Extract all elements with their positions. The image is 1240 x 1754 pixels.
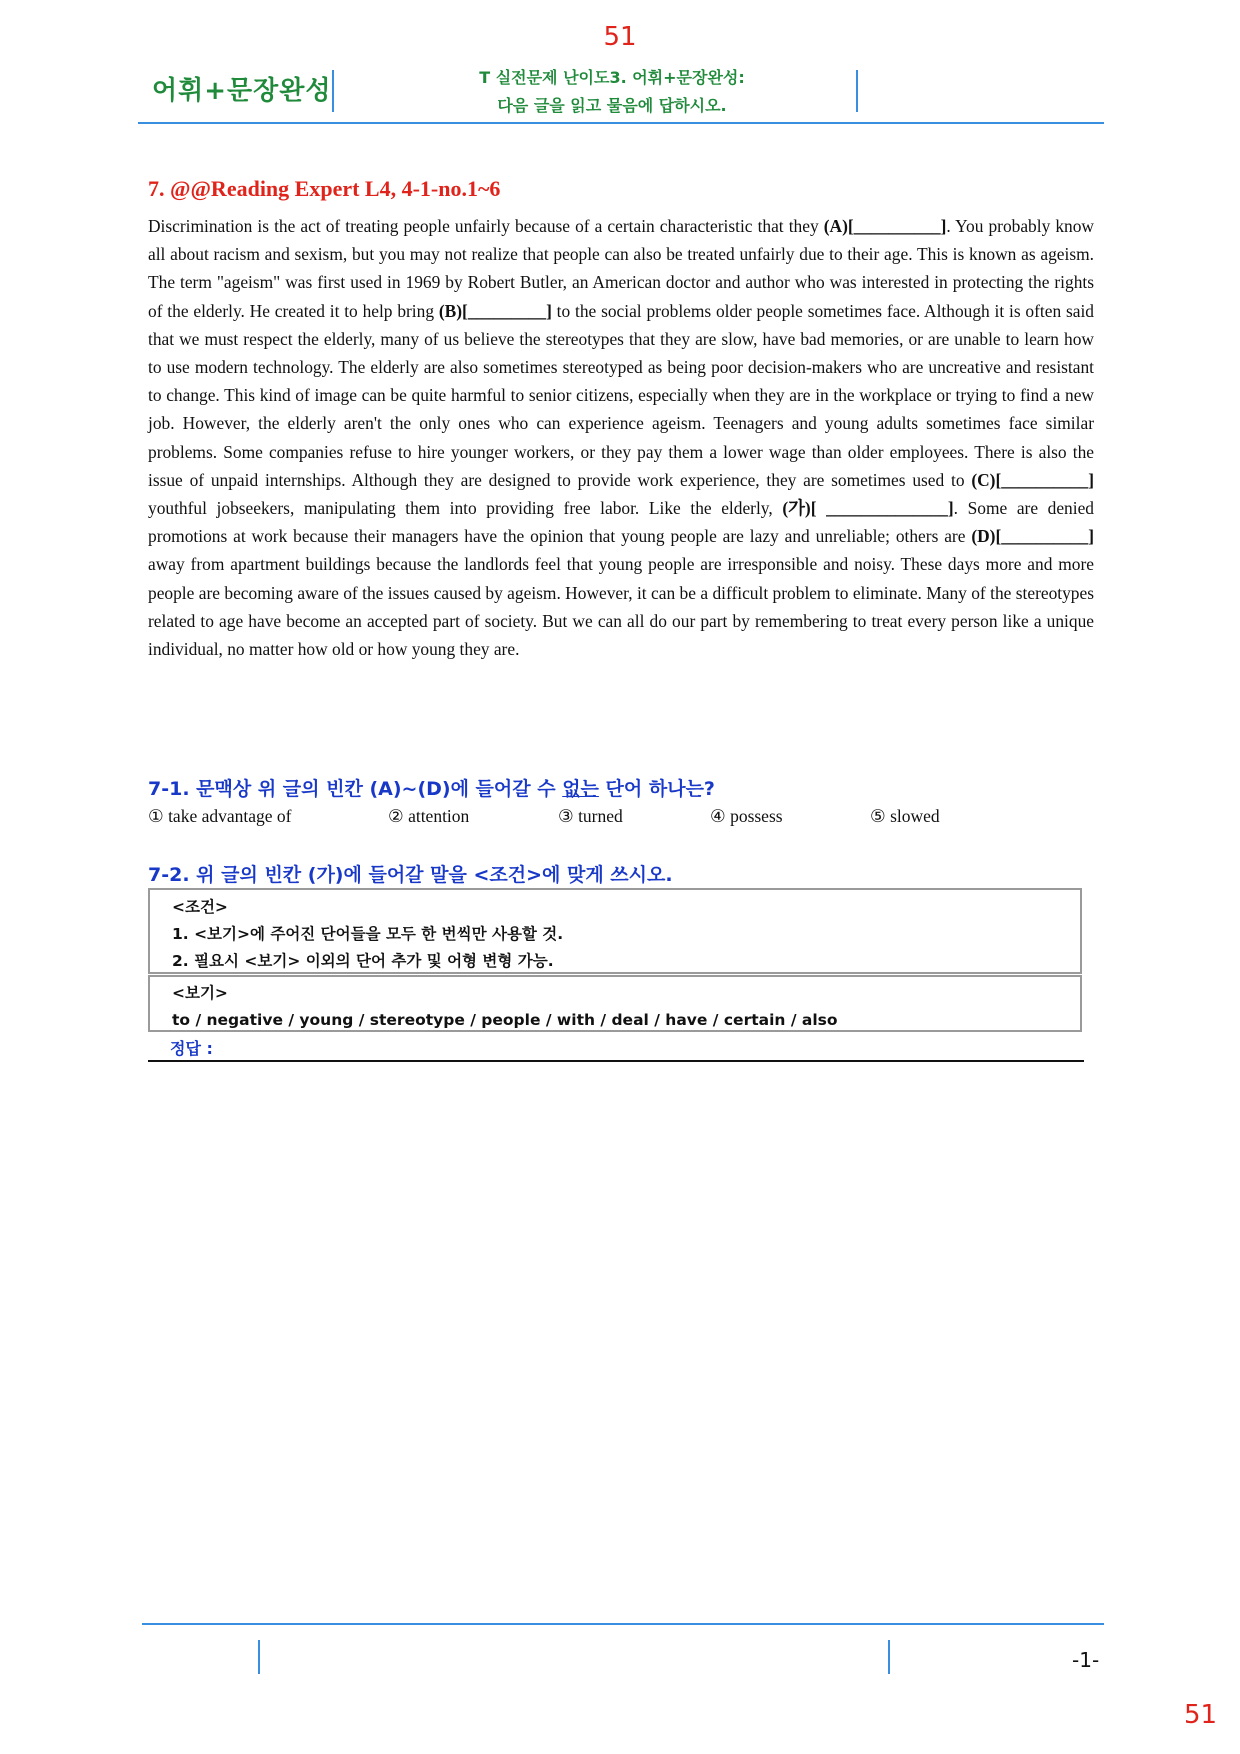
blank-ga: (가)[ ______________] (782, 498, 954, 519)
choice-5[interactable]: ⑤ slowed (870, 806, 940, 826)
blank-d: (D)[__________] (971, 526, 1094, 547)
blank-a: (A)[__________] (823, 216, 947, 236)
q1-emphasis: 없는 (562, 778, 599, 800)
footer-rule (142, 1623, 1104, 1625)
passage-text: Discrimination is the act of treating people unfairly because of a certain characteristic that they (148, 216, 824, 236)
choice-3[interactable]: ③ turned (558, 806, 623, 826)
header-divider-left (332, 70, 334, 112)
page-number-top: 51 (603, 22, 637, 52)
bogi-words: to / negative / young / stereotype / people / with / deal / have / certain / also (172, 1011, 838, 1029)
choice-1[interactable]: ① take advantage of (148, 806, 292, 826)
blank-b: (B)[_________] (438, 300, 552, 321)
choice-2[interactable]: ② attention (388, 806, 470, 826)
header-rule (138, 122, 1104, 124)
answer-label: 정답 : (170, 1039, 213, 1058)
page-number-bottom: 51 (1184, 1700, 1218, 1730)
passage-text: . Some are denied promotions at work because their managers have the opinion that young people are lazy and unreliable; others are (148, 498, 1095, 547)
condition-1: 1. <보기>에 주어진 단어들을 모두 한 번씩만 사용할 것. (172, 925, 564, 943)
conditions-box (148, 888, 1082, 974)
q1-prefix: 7-1. 문맥상 위 글의 빈칸 (A)~(D)에 들어갈 수 (148, 778, 563, 800)
answer-line[interactable] (148, 1060, 1084, 1062)
choice-4[interactable]: ④ possess (710, 806, 783, 826)
footer-divider-right (888, 1640, 890, 1674)
condition-2: 2. 필요시 <보기> 이외의 단어 추가 및 어형 변형 가능. (172, 952, 554, 970)
blank-c: (C)[__________] (971, 469, 1094, 490)
conditions-label: <조건> (172, 898, 228, 916)
passage-text: away from apartment buildings because the landlords feel that young people are irresponsible and noisy. These days more and more people are becoming aware of the issues caused by ageism. However, it can be a difficult problem to eliminate. Many of the stereotypes related to age have become an accepted part of society. But we can all do our part by remembering to treat every person like a unique individual, no matter how old or how young they are. (148, 554, 1094, 660)
q1-suffix: 단어 하나는? (598, 778, 715, 800)
bogi-box (148, 975, 1082, 1032)
question-heading: 7. @@Reading Expert L4, 4-1-no.1~6 (148, 176, 501, 201)
bogi-label: <보기> (172, 984, 228, 1002)
footer-page-marker: -1- (1072, 1648, 1100, 1672)
passage-text: . You probably know all about racism and sexism, but you may not realize that people can also be treated unfairly due to their age. This is known as ageism. The term "ageism" was first used in 1969 by Robert Butler, an American doctor and author who was interested in protecting the rights of the elderly. He created it to help bring (148, 216, 1094, 321)
footer-divider-left (258, 1640, 260, 1674)
passage-text: to the social problems older people sometimes face. Although it is often said that we must respect the elderly, many of us believe the stereotypes that they are slow, have bad memories, or are unable to learn how to use modern technology. The elderly are also sometimes stereotyped as being poor decision-makers who are uncreative and resistant to change. This kind of image can be quite harmful to senior citizens, especially when they are in the workplace or trying to find a new job. However, the elderly aren't the only ones who can experience ageism. Teenagers and young adults sometimes face similar problems. Some companies refuse to hire younger workers, or they pay them a lower wage than older employees. There is also the issue of unpaid internships. Although they are designed to provide work experience, they are sometimes used to (148, 300, 1094, 490)
header-subtitle-line1: T 실전문제 난이도3. 어휘+문장완성: (479, 68, 745, 87)
header-divider-right (856, 70, 858, 112)
question-7-2: 7-2. 위 글의 빈칸 (가)에 들어갈 말을 <조건>에 맞게 쓰시오. (148, 864, 673, 886)
header-subtitle-line2: 다음 글을 읽고 물음에 답하시오. (497, 96, 727, 115)
passage (148, 212, 1094, 663)
question-7-1 (148, 774, 715, 801)
passage-text: youthful jobseekers, manipulating them into providing free labor. Like the elderly, (148, 498, 783, 519)
section-label: 어휘+문장완성 (152, 76, 332, 106)
header-subtitle (392, 64, 832, 120)
